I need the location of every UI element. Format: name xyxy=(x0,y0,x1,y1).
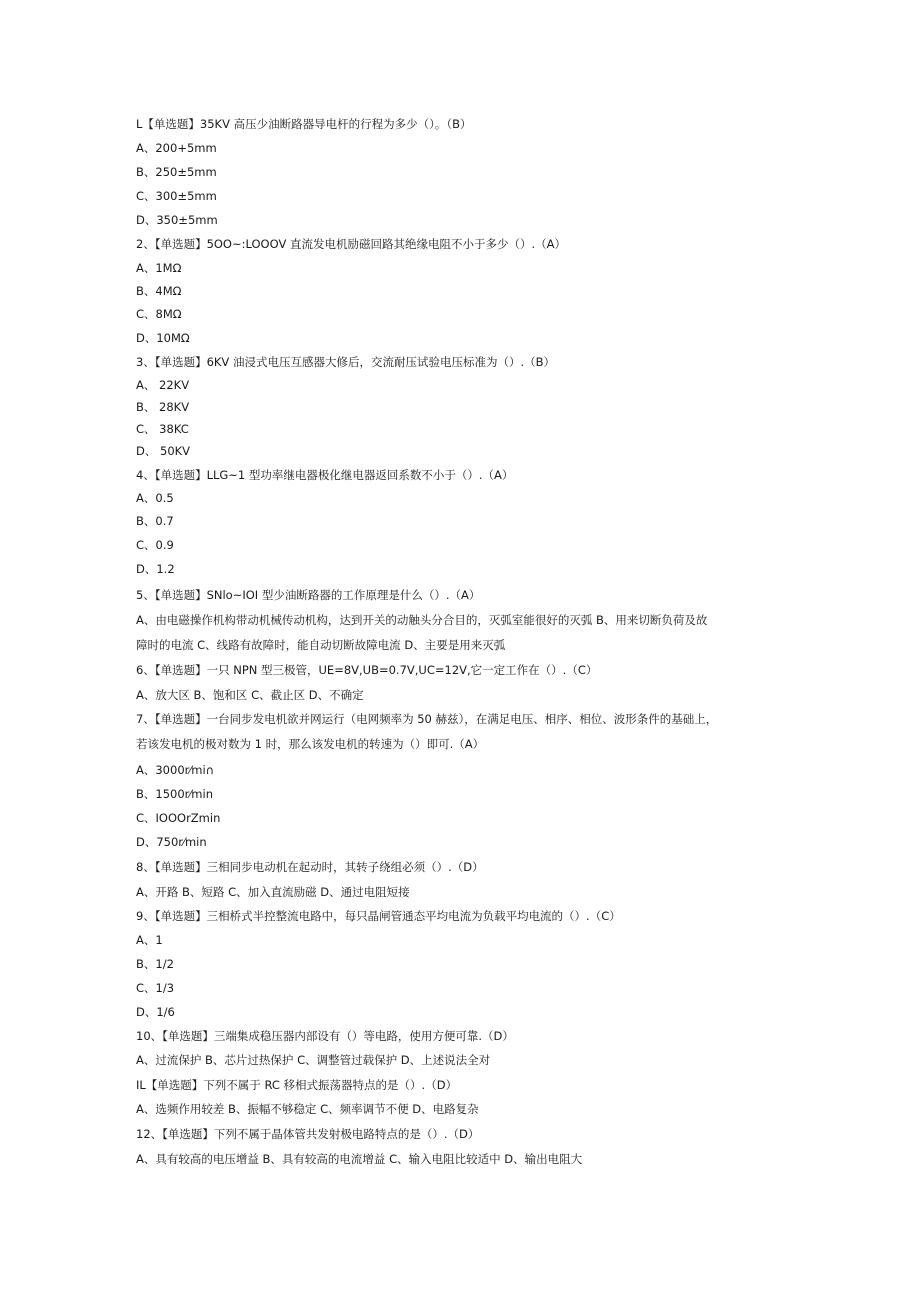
text-line: A、3000r⁄mi∩ xyxy=(136,763,215,777)
text-line: L【单选题】35KV 高压少油断路器导电杆的行程为多少（）。（B） xyxy=(136,117,472,131)
text-line: 6、【单选题】一只 NPN 型三极管，UE=8V,UB=0.7V,UC=12V,它一定工作在（）.（C） xyxy=(136,663,598,677)
text-line: 障时的电流 C、线路有故障时，能自动切断故障电流 D、主要是用来灭弧 xyxy=(136,638,506,652)
text-line: 4、【单选题】LLG~1 型功率继电器极化继电器返回系数不小于（）.（A） xyxy=(136,468,514,482)
text-line: D、1/6 xyxy=(136,1005,175,1019)
text-line: A、1 xyxy=(136,933,163,947)
text-line: D、1.2 xyxy=(136,562,175,576)
text-line: A、1MΩ xyxy=(136,261,182,275)
text-line: C、1/3 xyxy=(136,981,175,995)
text-line: A、0.5 xyxy=(136,491,174,505)
text-line: A、200+5mm xyxy=(136,141,217,155)
text-line: IL【单选题】下列不属于 RC 移相式振荡器特点的是（）.（D） xyxy=(136,1078,458,1092)
text-line: 若该发电机的极对数为 1 时，那么该发电机的转速为（）即可.（A） xyxy=(136,737,485,751)
text-line: C、IOOOrZmin xyxy=(136,811,221,825)
text-line: A、 22KV xyxy=(136,378,190,392)
text-line: A、由电磁操作机构带动机械传动机构，达到开关的动触头分合目的，灭弧室能很好的灭弧 B、用来切断负荷及故 xyxy=(136,613,708,627)
text-line: B、4MΩ xyxy=(136,284,182,298)
text-line: 8、【单选题】三相同步电动机在起动时，其转子绕组必须（）.（D） xyxy=(136,860,484,874)
text-line: 3、【单选题】6KV 油浸式电压互感器大修后，交流耐压试验电压标准为（）.（B） xyxy=(136,355,555,369)
text-line: A、过流保护 B、芯片过热保护 C、调整管过载保护 D、上述说法全对 xyxy=(136,1053,491,1067)
text-line: B、1500r⁄min xyxy=(136,787,213,801)
text-line: B、250±5mm xyxy=(136,165,217,179)
text-line: 10、【单选题】三端集成稳压器内部设有（）等电路，使用方便可靠.（D） xyxy=(136,1029,514,1043)
text-line: B、 28KV xyxy=(136,400,190,414)
text-line: B、0.7 xyxy=(136,514,174,528)
text-line: D、350±5mm xyxy=(136,213,218,227)
text-line: D、10MΩ xyxy=(136,331,190,345)
text-line: A、放大区 B、饱和区 C、截止区 D、不确定 xyxy=(136,688,364,702)
text-line: C、300±5mm xyxy=(136,189,217,203)
text-line: A、开路 B、短路 C、加入直流励磁 D、通过电阻短接 xyxy=(136,885,410,899)
text-line: C、8MΩ xyxy=(136,307,182,321)
text-line: C、 38KC xyxy=(136,422,189,436)
text-line: C、0.9 xyxy=(136,538,174,552)
text-line: D、750r⁄min xyxy=(136,835,207,849)
text-line: B、1/2 xyxy=(136,957,174,971)
text-line: 12、【单选题】下列不属于晶体管共发射极电路特点的是（）.（D） xyxy=(136,1127,480,1141)
text-line: D、 50KV xyxy=(136,444,191,458)
text-line: 2、【单选题】5OO~:LOOOV 直流发电机励磁回路其绝缘电阻不小于多少（）.（A） xyxy=(136,237,566,251)
text-line: 9、【单选题】三相桥式半控整流电路中，每只晶闸管通态平均电流为负载平均电流的（）.（C） xyxy=(136,909,621,923)
text-line: A、具有较高的电压增益 B、具有较高的电流增益 C、输入电阻比较适中 D、输出电阻大 xyxy=(136,1152,583,1166)
text-line: A、选频作用较差 B、振幅不够稳定 C、频率调节不便 D、电路复杂 xyxy=(136,1102,479,1116)
text-line: 7、【单选题】一台同步发电机欲并网运行（电网频率为 50 赫兹），在满足电压、相序、相位、波形条件的基础上， xyxy=(136,712,718,726)
text-line: 5、【单选题】SNlo~IOI 型少油断路器的工作原理是什么（）.（A） xyxy=(136,588,481,602)
